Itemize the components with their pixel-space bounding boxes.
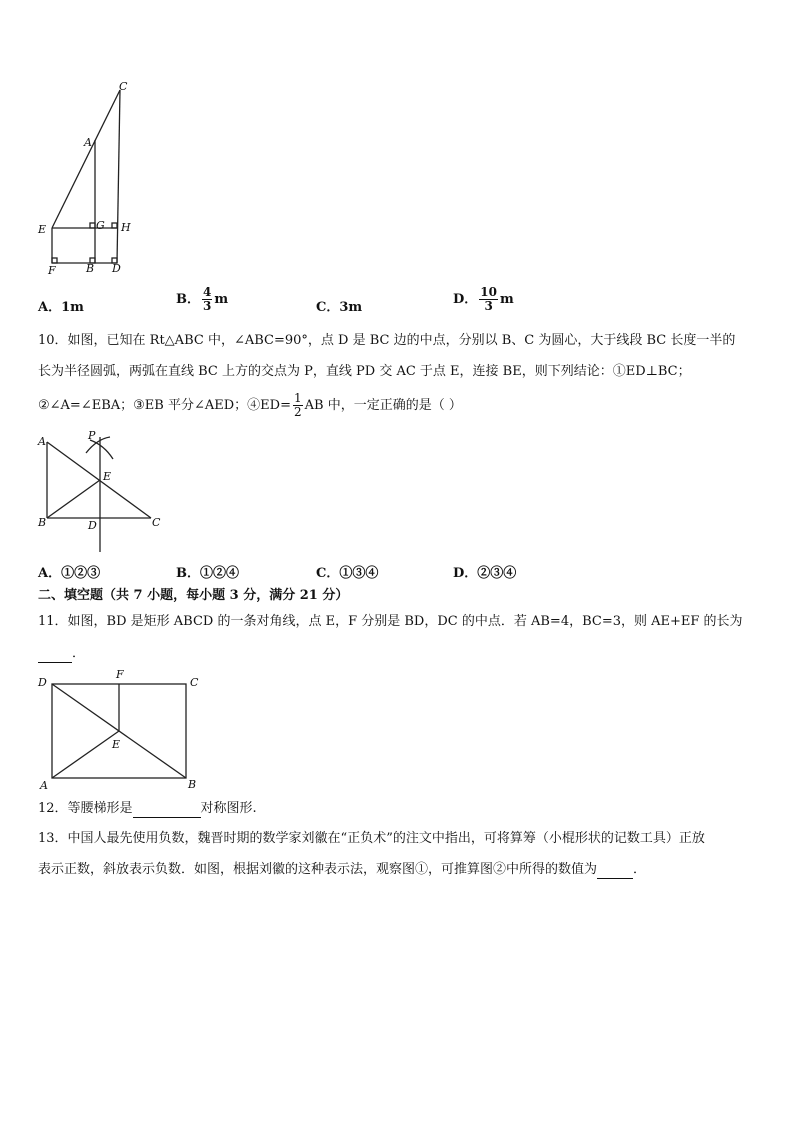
label-E: E bbox=[38, 223, 47, 236]
q9-option-d[interactable]: D． $\frac{10}{3}$ m bbox=[453, 285, 514, 313]
q9-figure bbox=[30, 78, 150, 278]
q10-option-b[interactable]: B．①②④ bbox=[176, 566, 239, 581]
label-A: A bbox=[84, 136, 92, 149]
label-F: F bbox=[116, 668, 124, 681]
answer-blank[interactable] bbox=[133, 803, 201, 818]
q10-line3: ②∠A=∠EBA；③EB 平分∠AED；④ED= $\frac{1}{2}$ AB 中，一定正确的是（ ） bbox=[38, 391, 462, 419]
answer-blank[interactable] bbox=[38, 648, 72, 663]
q9-option-a[interactable]: A．1m bbox=[38, 300, 84, 315]
q10-figure bbox=[30, 425, 170, 555]
q10-option-d[interactable]: D．②③④ bbox=[453, 566, 517, 581]
label-A: A bbox=[38, 435, 46, 448]
q10-option-c[interactable]: C．①③④ bbox=[316, 566, 379, 581]
label-F: F bbox=[48, 264, 56, 277]
label-H: H bbox=[121, 221, 131, 234]
q11-figure bbox=[30, 668, 210, 794]
fraction: $\frac{10}{3}$ bbox=[480, 285, 497, 313]
label-D: D bbox=[38, 676, 47, 689]
answer-blank[interactable] bbox=[597, 864, 633, 879]
label-P: P bbox=[88, 429, 96, 442]
label-D: D bbox=[112, 262, 121, 275]
label-C: C bbox=[119, 80, 128, 93]
fraction: $\frac{4}{3}$ bbox=[203, 285, 212, 313]
q13-line2: 表示正数，斜放表示负数．如图，根据刘徽的这种表示法，观察图①，可推算图②中所得的数值为 ． bbox=[38, 862, 647, 877]
q10-option-a[interactable]: A．①②③ bbox=[38, 566, 101, 581]
label-D: D bbox=[88, 519, 97, 532]
q10-line2: 长为半径圆弧，两弧在直线 BC 上方的交点为 P，直线 PD 交 AC 于点 E，连接 BE，则下列结论：①ED⊥BC； bbox=[38, 364, 691, 379]
label-C: C bbox=[152, 516, 161, 529]
label-E: E bbox=[103, 470, 112, 483]
label-B: B bbox=[38, 516, 47, 529]
label-C: C bbox=[190, 676, 199, 689]
label-A: A bbox=[40, 779, 48, 792]
label-B: B bbox=[86, 262, 95, 275]
label-G: G bbox=[96, 219, 105, 232]
q11-line2: ． bbox=[38, 645, 85, 663]
fraction: $\frac{1}{2}$ bbox=[293, 391, 302, 419]
q11-line1: 11．如图，BD 是矩形 ABCD 的一条对角线，点 E，F 分别是 BD，DC 的中点．若 AB=4，BC=3，则 AE+EF 的长为 bbox=[38, 614, 743, 629]
q9-option-c[interactable]: C．3m bbox=[316, 300, 363, 315]
label-B: B bbox=[188, 778, 197, 791]
q12-text: 12．等腰梯形是 对称图形. bbox=[38, 801, 257, 816]
q9-option-b[interactable]: B． $\frac{4}{3}$ m bbox=[176, 285, 229, 313]
section-title-fill-in: 二、填空题（共 7 小题，每小题 3 分，满分 21 分） bbox=[38, 588, 349, 603]
q13-line1: 13．中国人最先使用负数，魏晋时期的数学家刘徽在“正负术”的注文中指出，可将算筹（小棍形状的记数工具）正放 bbox=[38, 831, 705, 846]
q10-line1: 10．如图，已知在 Rt△ABC 中，∠ABC=90°，点 D 是 BC 边的中点，分别以 B、C 为圆心，大于线段 BC 长度一半的 bbox=[38, 333, 736, 348]
label-E: E bbox=[112, 738, 121, 751]
